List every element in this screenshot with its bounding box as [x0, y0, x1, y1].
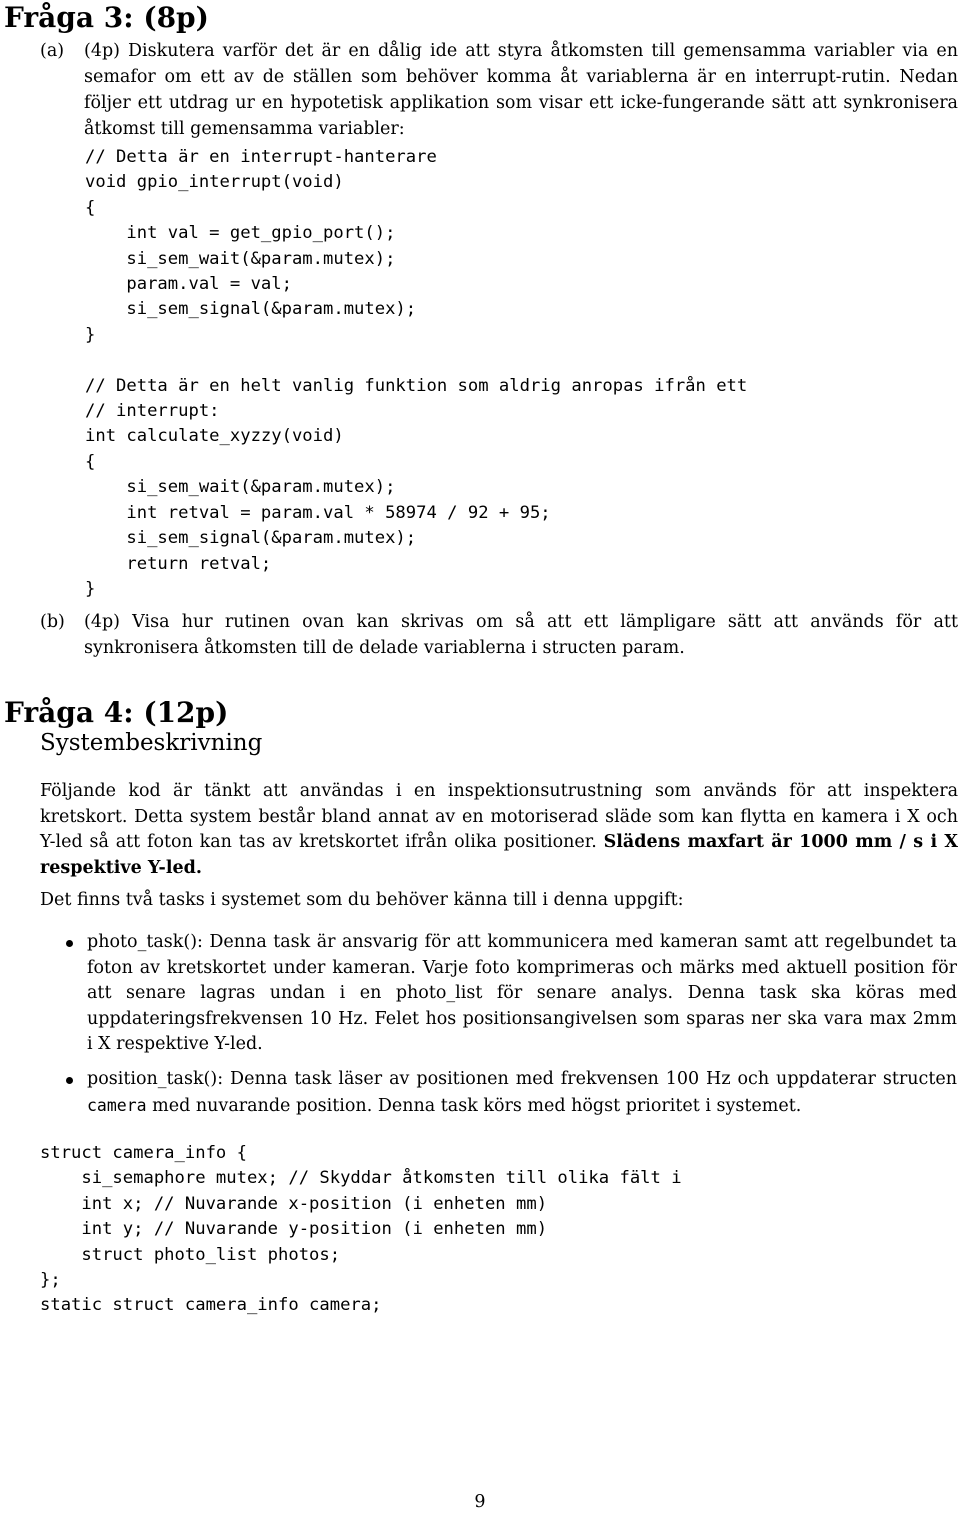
code-block-camera-struct: struct camera_info { si_semaphore mutex; // Skyddar åtkomsten till olika fält i int x; // Nuvarande x-position (i enheten mm) int y; // Nuvarande y-position (i enheten mm) struct photo_list photos; }; static struct camera_info camera;: [40, 1143, 682, 1316]
position-task-description: [87, 1067, 957, 1119]
item-label-a: (a): [40, 41, 65, 61]
page-number: 9: [474, 1492, 486, 1512]
question-3-heading: Fråga 3: (8p): [4, 1, 209, 34]
bullet-icon: [66, 1077, 73, 1084]
position-task-text: position_task(): Denna task läser av positionen med frekvensen 100 Hz och uppdaterar structen: [87, 1069, 957, 1089]
position-task-text-end: med nuvarande position. Denna task körs med högst prioritet i systemet.: [146, 1095, 802, 1116]
system-description-text: Följande kod är tänkt att användas i en inspektionsutrustning som används för att inspektera kretskort. Detta system består bland annat av en motoriserad släde som kan flytta en kamera i X och Y-led så att foton kan tas av kretskortet ifrån olika positioner.: [40, 781, 958, 852]
max-speed-statement: Slädens maxfart är 1000 mm / s i X respektive Y-led.: [40, 832, 958, 878]
camera-identifier: camera: [87, 1095, 147, 1115]
code-block-interrupt: // Detta är en interrupt-hanterare void gpio_interrupt(void) { int val = get_gpio_port(); si_sem_wait(&param.mutex); param.val = val; si_sem_signal(&param.mutex); } // Detta är en helt vanlig funktion som aldrig anropas ifrån ett // interrupt: int calculate_xyzzy(void) { si_sem_wait(&param.mutex); int retval = param.val * 58974 / 92 + 95; si_sem_signal(&param.mutex); return retval; }: [85, 147, 748, 599]
question-4-heading: Fråga 4: (12p): [4, 696, 229, 729]
question-3a-text: (4p) Diskutera varför det är en dålig ide att styra åtkomsten till gemensamma variabler via en semafor om ett av de ställen som behöver komma åt variablerna är en interrupt-rutin. Nedan följer ett utdrag ur en hypotetisk applikation som visar ett icke-fungerande sätt att synkronisera åtkomst till gemensamma variabler:: [84, 41, 958, 139]
item-label-b: (b): [40, 612, 65, 632]
tasks-intro-paragraph: Det finns två tasks i systemet som du behöver känna till i denna uppgift:: [40, 890, 684, 910]
section-subheading: Systembeskrivning: [40, 730, 263, 756]
photo-task-description: photo_task(): Denna task är ansvarig för att kommunicera med kameran samt att regelbundet ta foton av kretskortet under kameran. Varje foto komprimeras och märks med aktuell position för att senare lagras undan i en photo_list för senare analys. Denna task ska köras med uppdateringsfrekvensen 10 Hz. Felet hos positionsangivelsen som sparas ner ska vara max 2mm i X respektive Y-led.: [87, 932, 957, 1054]
question-3b-text: (4p) Visa hur rutinen ovan kan skrivas om så att ett lämpligare sätt att används för att synkronisera åtkomsten till de delade variablerna i structen param.: [84, 612, 958, 658]
system-description-paragraph: [40, 779, 958, 881]
bullet-icon: [66, 940, 73, 947]
